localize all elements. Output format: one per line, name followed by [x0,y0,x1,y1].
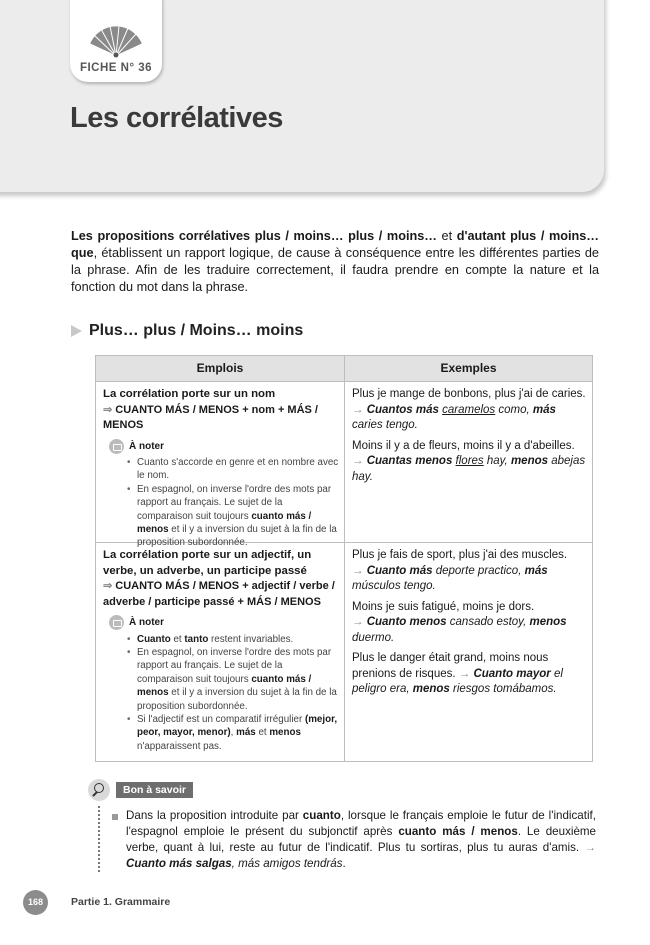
note-text: , [230,727,237,739]
example-fr: Plus je fais de sport, plus j'ai des muscles. [352,549,568,561]
note-bold: Cuanto [137,633,171,645]
use-title: La corrélation porte sur un nom [103,388,276,400]
bon-a-savoir-label: Bon à savoir [116,782,193,798]
formula [103,579,339,610]
example-es [352,454,588,485]
example [352,651,588,698]
note-item [137,633,339,646]
example-es [352,564,588,595]
page-title: Les corrélatives [70,102,283,134]
es-bold: Cuanto más [366,564,433,577]
column-divider [344,356,345,761]
section-heading-text: Plus… plus / Moins… moins [89,322,304,339]
dotted-rule [98,806,100,872]
note-text: En espagnol, on inverse l'ordre des mots par rapport au français. Le sujet de la comparaison suit toujours [137,646,332,685]
table-row-1-emplois [103,387,339,550]
note-text: En espagnol, on inverse l'ordre des mots par rapport au français. Le sujet de la comparaison suit toujours [137,483,332,522]
formula-text: CUANTO MÁS / MENOS + adjectif / verbe / adverbe / participe passé + MÁS / MENOS [103,580,335,608]
example-es [352,403,588,434]
es-bold: Cuantas menos [366,455,453,467]
bas-text: . [342,857,346,870]
bas-es-text: , más amigos tendrás [231,857,343,870]
es-text: caries tengo. [352,419,418,431]
note-list [103,456,339,550]
es-text: abejas hay. [352,455,586,483]
fiche-label: FICHE N° 36 [79,62,153,74]
note-title: À noter [129,440,164,452]
example [352,600,588,647]
note-text: s'accorde en genre et en nombre avec le nom. [137,457,339,482]
arrow-icon: → [352,616,364,628]
es-bold: más [532,403,556,416]
es-bold: menos [412,683,450,695]
table-header-emplois: Emplois [196,361,244,375]
es-bold: Cuantos más [366,403,439,416]
bon-a-savoir-text [126,808,596,872]
note-text: et [255,727,270,739]
use-title: La corrélation porte sur un adjectif, un verbe, un adverbe, un participe passé [103,549,312,577]
arrow-icon: → [458,667,471,680]
note-bold: cuanto más / menos [137,510,312,536]
es-bold: menos [529,616,567,628]
fan-icon [86,24,146,58]
bon-a-savoir-header [88,779,193,801]
note-item [137,483,339,550]
note-text: et [170,633,185,645]
square-bullet-icon [112,814,118,820]
es-bold: más [524,564,548,577]
intro-bold-2: d'autant plus / moins… que [71,229,599,260]
note-bold: (mejor, peor, mayor, menor) [137,713,338,739]
bas-text: , lorsque le français emploie le futur de l'indicatif, l'espagnol emploie le présent du subjonctif après [126,809,596,838]
bas-es-bold: Cuanto más salgas [126,857,232,870]
note-bold: menos [269,727,301,739]
note-icon [109,615,124,630]
note-bold: tanto [184,633,209,645]
example [352,548,588,595]
note-item [137,456,339,483]
note-bold: cuanto más / menos [137,673,312,699]
bas-bold: cuanto [302,809,341,822]
es-bold: Cuanto menos [366,616,447,628]
section-heading [71,322,303,340]
arrow-icon: → [352,455,364,467]
note-header [109,439,339,455]
example-fr: Moins je suis fatigué, moins je dors. [352,600,535,613]
formula [103,403,339,434]
es-text: riesgos tomábamos. [449,683,557,695]
fiche-badge [70,0,162,82]
es-underlined: caramelos [442,403,496,416]
es-bold: Cuanto mayor [473,667,551,680]
es-text: como, [495,403,533,416]
intro-bold-1: Les propositions corrélatives plus / moins… plus / moins… [71,229,437,243]
correlatives-table [95,355,593,762]
es-text: músculos tengo. [352,580,436,592]
example-fr: Plus le danger était grand, moins nous prenions de risques. [352,652,549,680]
example-fr: Moins il y a de fleurs, moins il y a d'abeilles. [352,439,575,452]
note-text: restent invariables. [208,633,294,645]
example [352,439,588,486]
arrow-icon: → [352,403,364,416]
arrow-icon: → [352,564,364,577]
note-title: À noter [129,617,164,628]
double-arrow-icon: ⇒ [103,403,113,416]
note-header [109,615,339,631]
bas-text: . Le deuxième verbe, quant à lui, reste au futur de l'indicatif. Plus tu sortiras, plus tu auras d'amis. [126,825,596,854]
table-header-exemples: Exemples [440,361,497,375]
intro-text-2: , établissent un rapport logique, de cause à conséquence entre les différentes parties de la phrase. Afin de les traduire correctement, il faudra prendre en compte la nature et la fonction du mot dans la phrase. [71,246,599,294]
double-arrow-icon: ⇒ [103,580,113,592]
example-es [352,615,588,646]
note-text: Cuanto [137,457,169,468]
formula-text: CUANTO MÁS / MENOS + nom + MÁS / MENOS [103,403,318,431]
note-bold: más [236,727,256,739]
table-row-2-emplois [103,548,339,753]
es-text: hay, [483,455,511,467]
es-bold: menos [510,455,549,467]
note-icon [109,439,124,454]
es-underlined: flores [455,455,484,467]
magnifier-icon [88,779,110,801]
note-item [137,713,339,753]
note-text: Si l'adjectif est un comparatif irrégulier [137,713,305,725]
footer-part-label: Partie 1. Grammaire [71,896,171,908]
es-text: deporte practico, [432,564,525,577]
intro-paragraph [71,228,599,296]
intro-text-1: et [436,229,457,243]
es-text: el peligro era, [352,667,563,695]
triangle-bullet-icon [71,325,82,337]
note-list [103,633,339,754]
example [352,387,588,434]
page-number: 168 [23,890,48,915]
es-text: cansado estoy, [446,616,530,628]
example-fr: Plus je mange de bonbons, plus j'ai de caries. [352,388,586,400]
es-text: duermo. [352,631,395,644]
note-text: et il y a inversion du sujet à la fin de la proposition subordonnée. [137,524,337,549]
note-item [137,646,339,713]
table-row-1-exemples [352,387,588,490]
note-text: et il y a inversion du sujet à la fin de la proposition subordonnée. [137,687,337,712]
table-row-2-exemples [352,548,588,703]
bas-text: Dans la proposition introduite par [126,809,303,822]
note-text: n'apparaissent pas. [137,740,222,752]
bas-bold: cuanto más / menos [398,825,518,838]
arrow-icon: → [584,841,596,854]
